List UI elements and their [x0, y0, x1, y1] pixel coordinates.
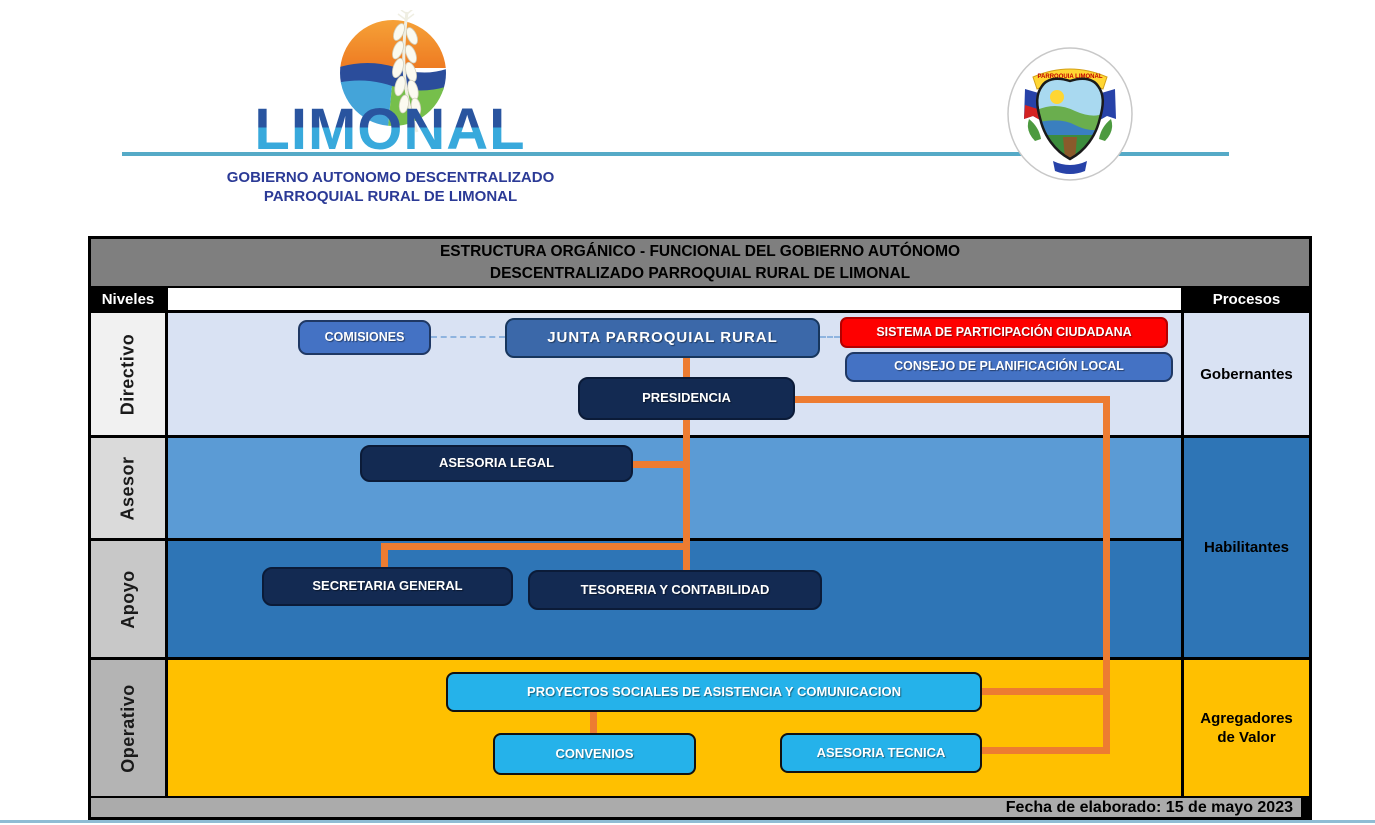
levels-column-header: Niveles: [91, 288, 165, 310]
unit-box-junta-parroquial: JUNTA PARROQUIAL RURAL: [505, 318, 820, 358]
chart-title-line1: ESTRUCTURA ORGÁNICO - FUNCIONAL DEL GOBIERNO AUTÓNOMO: [439, 243, 961, 260]
process-label-habilitantes: Habilitantes: [1184, 438, 1309, 657]
connector-presidencia-right: [795, 396, 1110, 403]
row-asesor-area: [168, 438, 1181, 538]
connector-proyectos-right: [982, 688, 1110, 695]
logo-subtitle-line1: GOBIERNO AUTONOMO DESCENTRALIZADO: [226, 169, 555, 186]
level-label-directivo: Directivo: [91, 313, 165, 435]
connector-apoyo-horizontal: [381, 543, 690, 550]
connector-right-vertical: [1103, 396, 1110, 754]
unit-box-sistema-participacion: SISTEMA DE PARTICIPACIÓN CIUDADANA: [840, 317, 1168, 348]
org-chart: [88, 236, 1312, 820]
header-spacer: [168, 288, 1181, 310]
connector-drop-secretaria: [381, 543, 388, 569]
process-label-gobernantes: Gobernantes: [1184, 313, 1309, 435]
unit-box-proyectos-sociales: PROYECTOS SOCIALES DE ASISTENCIA Y COMUNICACION: [446, 672, 982, 712]
unit-box-consejo-planificacion: CONSEJO DE PLANIFICACIÓN LOCAL: [845, 352, 1173, 382]
process-label-agregadores: Agregadores de Valor: [1184, 660, 1309, 796]
crest-banner-text: PARROQUIA LIMONAL: [1037, 74, 1103, 80]
dashed-link-comisiones-junta: [431, 336, 505, 338]
unit-box-comisiones: COMISIONES: [298, 320, 431, 355]
page-bottom-line: [0, 820, 1375, 823]
processes-column-header: Procesos: [1184, 288, 1309, 310]
unit-box-asesoria-tecnica: ASESORIA TECNICA: [780, 733, 982, 773]
level-label-asesor: Asesor: [91, 438, 165, 538]
connector-proyectos-convenios: [590, 712, 597, 735]
unit-box-tesoreria: TESORERIA Y CONTABILIDAD: [528, 570, 822, 610]
chart-footer-date: Fecha de elaborado: 15 de mayo 2023: [91, 798, 1301, 817]
unit-box-secretaria-general: SECRETARIA GENERAL: [262, 567, 513, 606]
logo-subtitle-line2: PARROQUIAL RURAL DE LIMONAL: [263, 188, 518, 205]
dashed-link-junta-sistema: [820, 336, 840, 338]
level-label-apoyo: Apoyo: [91, 541, 165, 657]
unit-box-asesoria-legal: ASESORIA LEGAL: [360, 445, 633, 482]
connector-asesoria-legal: [633, 461, 688, 468]
parish-crest-icon: [1005, 45, 1135, 183]
chart-title-line2: DESCENTRALIZADO PARROQUIAL RURAL DE LIMONAL: [489, 265, 911, 282]
level-label-operativo: Operativo: [91, 660, 165, 796]
unit-box-convenios: CONVENIOS: [493, 733, 696, 775]
unit-box-presidencia: PRESIDENCIA: [578, 377, 795, 420]
logo-wordmark: LIMONAL: [225, 96, 555, 163]
chart-title: [91, 239, 1309, 286]
connector-asesoria-tecnica-right: [982, 747, 1110, 754]
